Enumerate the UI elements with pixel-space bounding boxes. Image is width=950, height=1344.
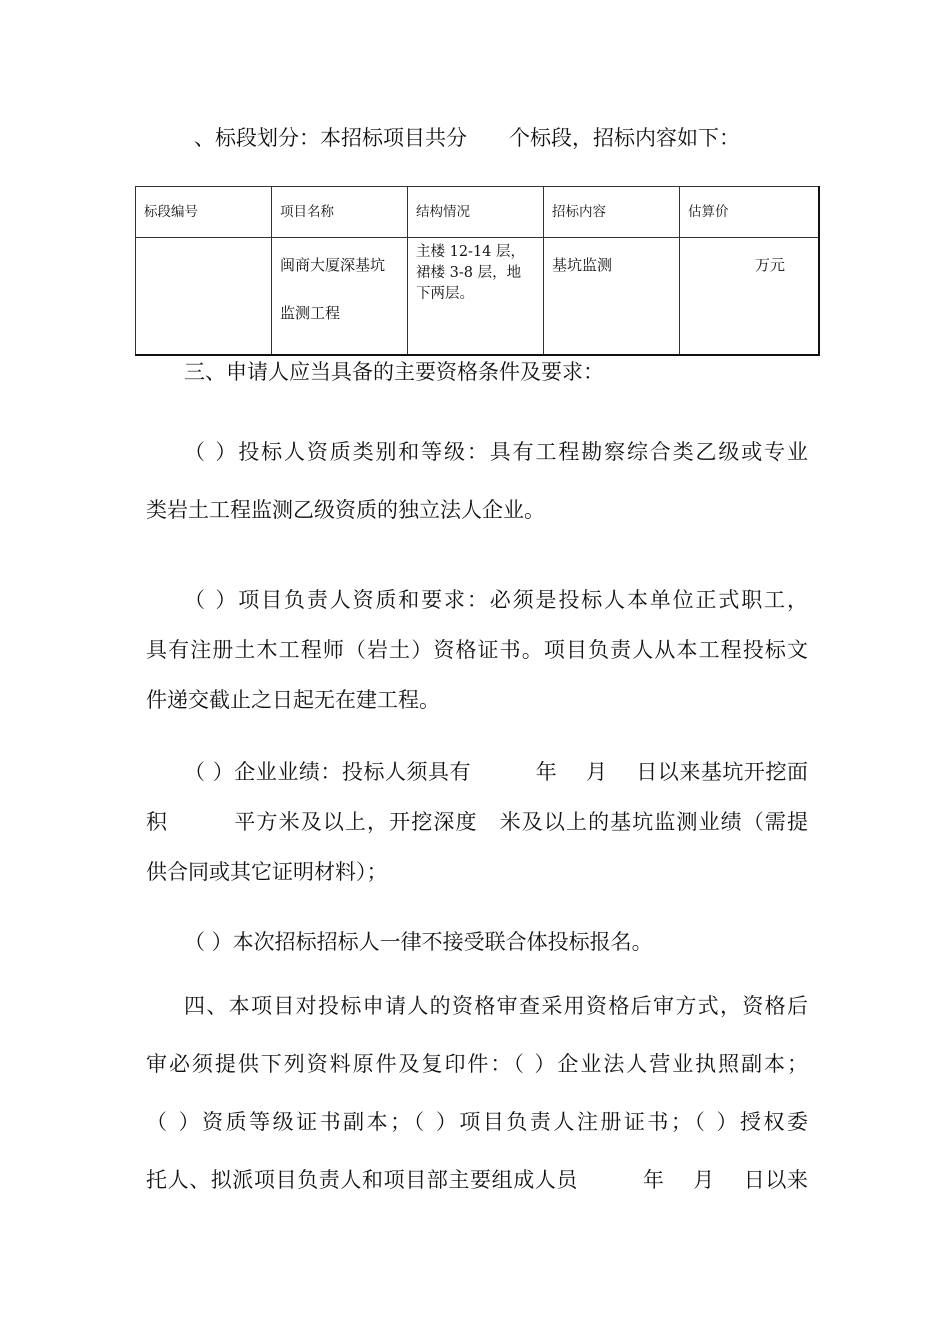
requirement-1-line-2: 类岩土工程监测乙级资质的独立法人企业。 bbox=[146, 498, 545, 522]
section-4-line-1: 四、本项目对投标申请人的资格审查采用资格后审方式，资格后 bbox=[184, 994, 808, 1018]
cell-project-name bbox=[272, 238, 408, 356]
cell-bid-no bbox=[136, 238, 272, 356]
cell-structure bbox=[408, 238, 544, 356]
structure-line-2: 裙楼 3-8 层，地 bbox=[416, 265, 522, 281]
requirement-3-line-1: （ ）企业业绩：投标人须具有 年 月 日以来基坑开挖面 bbox=[184, 760, 808, 784]
requirement-1-line-1: （ ）投标人资质类别和等级：具有工程勘察综合类乙级或专业 bbox=[184, 440, 808, 464]
section-3-heading: 三、申请人应当具备的主要资格条件及要求： bbox=[184, 360, 604, 384]
header-price: 估算价 bbox=[680, 187, 819, 238]
header-structure: 结构情况 bbox=[408, 187, 544, 238]
header-project-name: 项目名称 bbox=[272, 187, 408, 238]
header-content: 招标内容 bbox=[544, 187, 680, 238]
section-4-line-2: 审必须提供下列资料原件及复印件：（ ）企业法人营业执照副本； bbox=[146, 1052, 808, 1076]
requirement-2-line-2: 具有注册土木工程师（岩土）资格证书。项目负责人从本工程投标文 bbox=[146, 638, 808, 662]
section-4-line-3: （ ）资质等级证书副本；（ ）项目负责人注册证书；（ ）授权委 bbox=[146, 1110, 808, 1134]
cell-content: 基坑监测 bbox=[544, 238, 680, 356]
section-2-heading: 、标段划分：本招标项目共分 个标段，招标内容如下： bbox=[194, 126, 740, 150]
requirement-2-line-3: 件递交截止之日起无在建工程。 bbox=[146, 688, 440, 712]
table-row bbox=[136, 238, 819, 356]
header-bid-no: 标段编号 bbox=[136, 187, 272, 238]
section-4-line-4: 托人、拟派项目负责人和项目部主要组成人员 年 月 日以来 bbox=[146, 1168, 808, 1192]
requirement-3-line-2: 积 平方米及以上，开挖深度 米及以上的基坑监测业绩（需提 bbox=[146, 810, 808, 834]
requirement-3-line-3: 供合同或其它证明材料）； bbox=[146, 860, 388, 884]
requirement-4: （ ）本次招标招标人一律不接受联合体投标报名。 bbox=[184, 930, 653, 954]
table-header-row bbox=[136, 187, 819, 238]
project-name-line-1: 闽商大厦深基坑 bbox=[280, 256, 386, 274]
bid-section-table bbox=[135, 186, 820, 356]
requirement-2-line-1: （ ）项目负责人资质和要求：必须是投标人本单位正式职工， bbox=[184, 588, 808, 612]
cell-price: 万元 bbox=[680, 238, 819, 356]
structure-line-3: 下两层。 bbox=[416, 286, 474, 302]
structure-line-1: 主楼 12-14 层， bbox=[416, 244, 526, 260]
project-name-line-2: 监测工程 bbox=[280, 304, 341, 322]
